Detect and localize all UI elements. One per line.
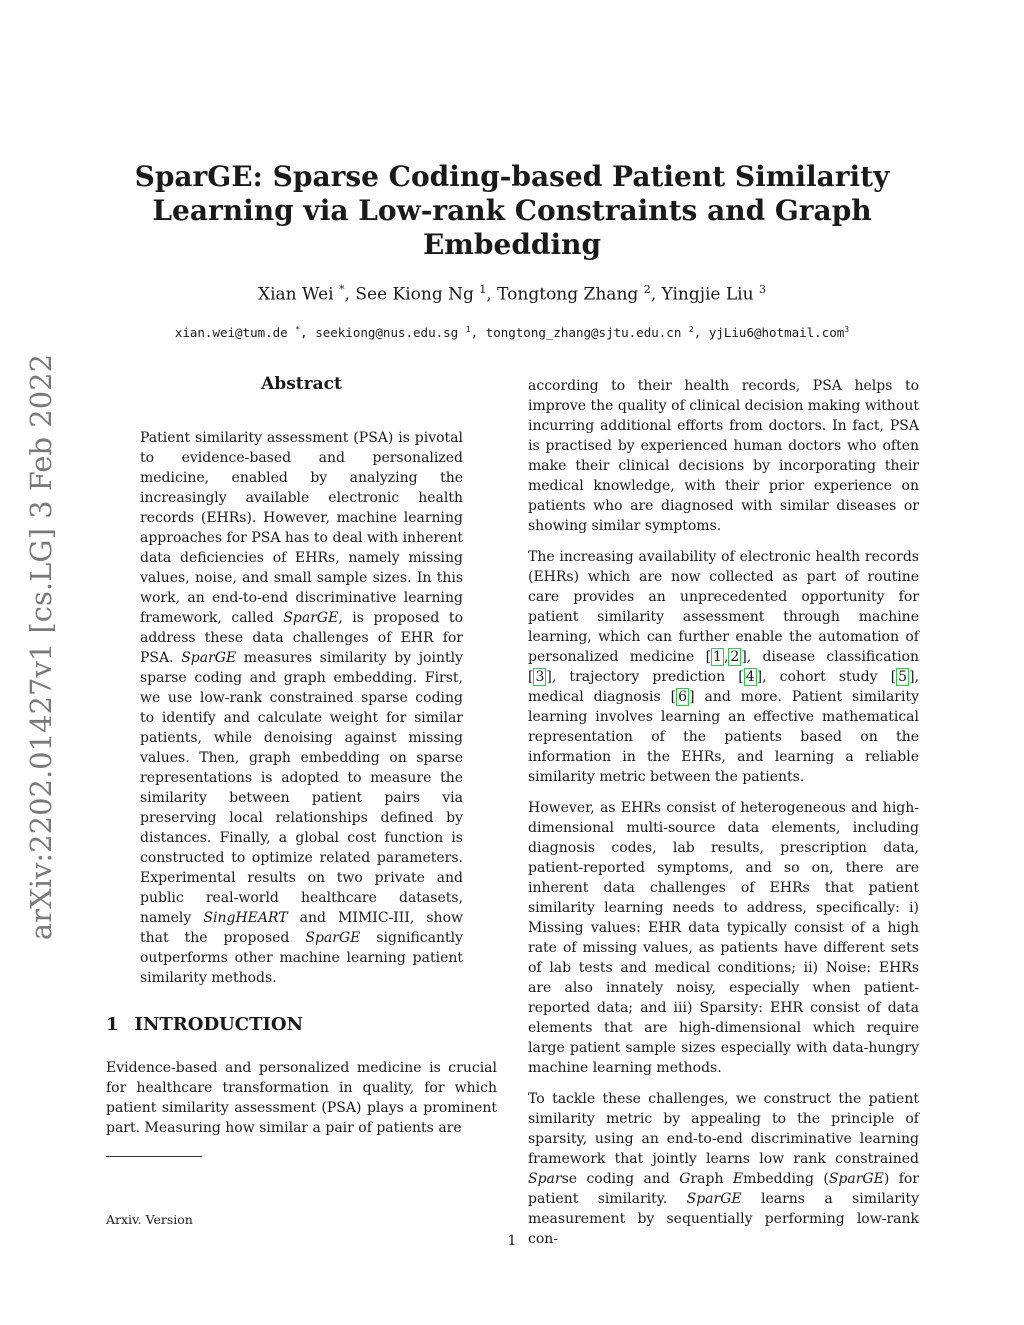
arxiv-sidebar <box>16 353 66 941</box>
author-name: Tongtong Zhang <box>497 284 639 305</box>
abstract-heading: Abstract <box>261 374 342 394</box>
text-segment: To tackle these challenges, we construct the patient similarity metric by appealing to the principle of sparsity, using an end-to-end discriminative learning framework that jointly learns low rank constrained <box>528 1091 919 1167</box>
email: seekiong@nus.edu.sg <box>315 325 459 341</box>
author-name: Yingjie Liu <box>661 284 754 305</box>
text-segment: ) for patient similarity. <box>528 1171 919 1207</box>
email-mark: * <box>295 324 301 334</box>
text-segment: and more. Patient similarity learning involves learning an effective mathematical representation of the patients based on the information in the EHRs, and learning a reliable similarity metric between the patients. <box>528 689 920 785</box>
citation-link[interactable]: 2 <box>730 649 740 665</box>
paragraph: according to their health records, PSA helps to improve the quality of clinical decision making without incurring additional efforts from doctors. In fact, PSA is practised by experienced human doctors who often make their clinical decisions by incorporating their medical knowledge, with their prior experience on patients who are diagnosed with similar diseases or showing similar symptoms. <box>528 378 919 534</box>
method-name: SparGE <box>686 1191 742 1207</box>
paragraph: The increasing availability of electronic health records (EHRs) which are now collected as part of routine care provides an unprecedented opportunity for patient similarity assessment through machine learning, which can further enable the automation of personalized medicine [ 1 , 2 ], disease classification [ 3 ], trajectory prediction [ 4 ], cohort study [ 5 ], medical diagnosis [ 6 ] and more. Patient similarity learning involves learning an effective mathematical representation of the patients based on the information in the EHRs, and learning a reliable similarity metric between the patients. <box>528 549 920 785</box>
method-name: SparGE <box>828 1171 884 1187</box>
paragraph <box>528 1089 919 1249</box>
section-number: 1 <box>106 1014 119 1035</box>
dataset-name: SingHEART <box>203 910 288 926</box>
author-emails: xian.wei@tum.de *, seekiong@nus.edu.sg $^1$, tongtong_zhang@sjtu.edu.cn $^2$, yjLiu6@hotmail.com$^3$ <box>174 324 850 341</box>
method-name: SparGE <box>283 610 339 626</box>
footnote: Arxiv. Version <box>106 1212 193 1227</box>
footnote-rule <box>106 1156 202 1157</box>
section-heading <box>106 1014 303 1035</box>
emphasis: E <box>732 1171 744 1187</box>
citation-link[interactable]: 4 <box>745 669 755 685</box>
abstract-segment: , is proposed to address these data challenges of EHR for PSA. <box>140 610 463 666</box>
email-mark: 1 <box>465 324 471 334</box>
citation-link[interactable]: 1 <box>713 649 722 665</box>
email: yjLiu6@hotmail.com <box>708 325 845 341</box>
citation-link[interactable]: 5 <box>898 669 908 685</box>
intro-paragraph: Evidence-based and personalized medicine is crucial for healthcare transformation in quality, for which patient similarity assessment (PSA) plays a prominent part. Measuring how similar a pair of patients are <box>106 1060 497 1136</box>
abstract-text <box>140 428 463 988</box>
citation-link[interactable]: 3 <box>535 669 545 685</box>
text-segment: learns a similarity measurement by sequentially performing low-rank con- <box>528 1191 919 1247</box>
author-mark: 2 <box>643 283 651 296</box>
text-segment: , <box>723 649 729 665</box>
text-segment: , disease classification <box>746 649 919 665</box>
text-segment: se coding and <box>561 1171 680 1187</box>
paragraph: However, as EHRs consist of heterogeneous and high-dimensional multi-source data elements, including diagnosis codes, lab results, prescription data, patient-reported symptoms, and so on, there are inherent data challenges of EHRs that patient similarity learning needs to address, specifically: i) Missing values: EHR data typically consist of a high rate of missing values, as patients have different sets of lab tests and medical conditions; ii) Noise: EHRs are also innately noisy, especially when patient-reported data; and iii) Sparsity: EHR consist of data elements that are high-dimensional which require large patient sample sizes especially with data-hungry machine learning methods. <box>528 800 919 1076</box>
text-segment: , trajectory prediction <box>551 669 739 685</box>
author-mark: * <box>339 283 345 296</box>
author-list: Xian Wei *, See Kiong Ng $^1$, Tongtong Zhang $^2$, Yingjie Liu $^3$ <box>257 283 767 305</box>
author-mark: 3 <box>758 283 767 296</box>
citation-link[interactable]: 6 <box>678 689 688 705</box>
emphasis: G <box>679 1171 691 1187</box>
arxiv-stamp: arXiv:2202.01427v1 [cs.LG] 3 Feb 2022 <box>24 353 58 941</box>
text-segment: raph <box>690 1171 733 1187</box>
page-number: 1 <box>507 1233 517 1249</box>
text-segment: mbedding ( <box>743 1171 829 1187</box>
method-name: SparGE <box>181 650 237 666</box>
method-name: SparGE <box>305 930 361 946</box>
author-mark: 1 <box>479 283 487 296</box>
text-segment: , cohort study <box>762 669 891 685</box>
abstract-segment: Patient similarity assessment (PSA) is pivotal to evidence-based and personalized medicine, enabled by analyzing the increasingly available electronic health records (EHRs). However, machine learning approaches for PSA has to deal with inherent data deficiencies of EHRs, namely missing values, noise, and small sample sizes. In this work, an end-to-end discriminative learning framework, called <box>140 430 463 626</box>
abstract-segment: significantly outperforms other machine learning patient similarity methods. <box>140 930 463 986</box>
abstract-segment: and MIMIC-III, show that the proposed <box>140 910 463 946</box>
text-segment: The increasing availability of electronic health records (EHRs) which are now collected as part of routine care provides an unprecedented opportunity for patient similarity assessment through machine learning, which can further enable the automation of personalized medicine <box>528 549 919 665</box>
email-mark: 3 <box>844 324 850 334</box>
text-segment: , medical diagnosis <box>528 669 919 705</box>
author-name: Xian Wei <box>257 284 334 305</box>
author-name: See Kiong Ng <box>355 284 474 305</box>
email-mark: 2 <box>688 324 694 334</box>
paper-title: SparGE: Sparse Coding-based Patient Similarity Learning via Low-rank Constraints and Graph Embedding <box>134 160 890 261</box>
section-title: INTRODUCTION <box>134 1014 304 1035</box>
abstract-segment: measures similarity by jointly sparse coding and graph embedding. First, we use low-rank constrained sparse coding to identify and calculate weight for similar patients, while denoising against missing values. Then, graph embedding on sparse representations is adopted to measure the similarity between patient pairs via preserving local relationships defined by distances. Finally, a global cost function is constructed to optimize related parameters. Experimental results on two private and public real-world healthcare datasets, namely <box>140 650 463 926</box>
right-column <box>528 376 919 1260</box>
emphasis: Spar <box>528 1171 562 1187</box>
email: tongtong_zhang@sjtu.edu.cn <box>485 325 682 341</box>
email: xian.wei@tum.de <box>174 325 288 341</box>
